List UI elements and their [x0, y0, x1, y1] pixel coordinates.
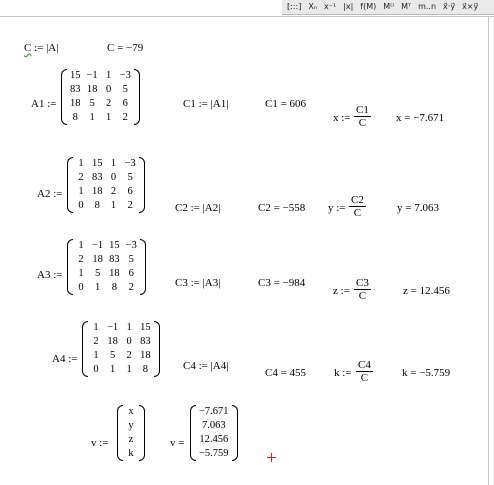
insertion-crosshair-cursor — [267, 453, 276, 462]
x-result[interactable]: x = −7.671 — [396, 112, 445, 124]
worksheet-edge — [0, 16, 494, 17]
vector-v-result[interactable] — [190, 405, 238, 461]
matrix-cell[interactable]: 2 — [127, 200, 133, 211]
c1-definition[interactable]: C1 := |A1| — [183, 98, 229, 110]
v-evaluation-label[interactable]: v = — [170, 437, 185, 449]
matrix-row — [88, 335, 154, 349]
matrix-cell[interactable]: 5 — [109, 350, 116, 361]
matrix-cell[interactable]: 83 — [92, 172, 103, 183]
matrix-row — [196, 433, 232, 447]
matrix-cell[interactable]: 18 — [92, 254, 103, 265]
matrix-cell[interactable]: 1 — [106, 70, 112, 81]
fraction-denominator: C — [358, 290, 367, 302]
matrix-cell[interactable]: 0 — [78, 200, 84, 211]
matrix-cell[interactable]: 83 — [109, 254, 120, 265]
c-definition[interactable] — [24, 42, 58, 54]
matrix-a2[interactable] — [67, 157, 145, 213]
fraction-denominator: C — [353, 207, 362, 219]
matrix-cell[interactable]: 18 — [140, 350, 151, 361]
matrix-toolbar — [282, 0, 494, 15]
matrix-row — [196, 419, 232, 433]
matrix-cell[interactable]: 15 — [140, 322, 151, 333]
matrix-row — [73, 171, 139, 185]
matrix-a1[interactable] — [61, 69, 140, 125]
transpose-button[interactable]: Mᵀ — [401, 2, 412, 11]
fraction-denominator: C — [358, 117, 367, 129]
y-fraction[interactable] — [349, 194, 366, 219]
matrix-cell[interactable]: 18 — [86, 84, 98, 95]
a1-label[interactable]: A1 := — [31, 98, 57, 110]
z-fraction[interactable] — [354, 277, 371, 302]
matrix-row — [123, 405, 139, 419]
matrix-cell[interactable]: 6 — [128, 268, 134, 279]
matrix-cell[interactable]: 2 — [122, 112, 128, 123]
matrix-row — [67, 69, 134, 83]
matrix-row — [73, 185, 139, 199]
assign-operator: := — [34, 42, 44, 54]
math-toolbar — [0, 0, 494, 16]
matrix-cell[interactable]: 15 — [92, 158, 103, 169]
matrix-cell[interactable]: 5 — [94, 268, 101, 279]
matrix-cell[interactable]: 5 — [128, 254, 134, 265]
matrix-cell[interactable]: x — [128, 406, 134, 417]
matrix-cell[interactable]: −7.671 — [199, 406, 229, 417]
matrix-cell[interactable]: 0 — [106, 84, 112, 95]
matrix-row — [67, 97, 134, 111]
vector-v-definition[interactable] — [117, 405, 145, 461]
matrix-row — [73, 267, 140, 281]
matrix-cell[interactable]: 1 — [106, 112, 112, 123]
range-button[interactable]: m..n — [418, 2, 437, 11]
matrix-cell[interactable]: k — [128, 448, 134, 459]
a2-label[interactable]: A2 := — [37, 188, 63, 200]
column-button[interactable]: M⁽⁾ — [383, 2, 395, 11]
matrix-cell[interactable]: 18 — [109, 268, 120, 279]
matrix-cell[interactable]: 2 — [93, 336, 99, 347]
matrix-cell[interactable]: 0 — [78, 282, 84, 293]
c-variable: C — [24, 42, 32, 54]
matrix-row — [88, 363, 154, 377]
matrix-cell[interactable]: −3 — [124, 158, 136, 169]
c3-definition[interactable]: C3 := |A3| — [175, 277, 221, 289]
fraction-numerator: C4 — [358, 359, 371, 371]
c4-definition[interactable]: C4 := |A4| — [183, 360, 229, 372]
matrix-cell[interactable]: 0 — [93, 364, 99, 375]
c-evaluation[interactable]: C = −79 — [107, 42, 144, 54]
vectorize-button[interactable]: f(M) — [360, 2, 377, 11]
matrix-insert-button[interactable]: [:::] — [287, 2, 302, 11]
matrix-cell[interactable]: −1 — [92, 240, 104, 251]
matrix-cell[interactable]: 8 — [94, 200, 100, 211]
matrix-cell[interactable]: 1 — [109, 364, 116, 375]
matrix-cell[interactable]: z — [128, 434, 134, 445]
matrix-cell[interactable]: 2 — [78, 254, 84, 265]
matrix-cell[interactable]: 6 — [122, 98, 128, 109]
matrix-row — [73, 157, 139, 171]
z-result[interactable]: z = 12.456 — [403, 285, 450, 297]
matrix-cell[interactable]: 18 — [107, 336, 118, 347]
matrix-row — [73, 281, 140, 295]
c1-evaluation[interactable]: C1 = 606 — [265, 98, 307, 110]
matrix-row — [88, 321, 154, 335]
matrix-cell[interactable]: −5.759 — [199, 448, 229, 459]
matrix-cell[interactable]: 18 — [70, 98, 81, 109]
fraction-numerator: C2 — [351, 194, 364, 206]
matrix-cell[interactable]: 1 — [78, 186, 84, 197]
fraction-numerator: C1 — [356, 104, 369, 116]
page-margin-line — [488, 16, 489, 485]
k-fraction[interactable] — [356, 359, 373, 384]
fraction-denominator: C — [360, 372, 369, 384]
matrix-cell[interactable]: −3 — [125, 240, 137, 251]
matrix-cell[interactable]: 1 — [78, 158, 84, 169]
matrix-cell[interactable]: 18 — [92, 186, 103, 197]
matrix-cell[interactable]: 1 — [89, 112, 95, 123]
cross-product-button[interactable]: x⃗×y⃗ — [462, 2, 479, 11]
dot-product-button[interactable]: x⃗·y⃗ — [443, 2, 456, 11]
fraction-numerator: C3 — [356, 277, 369, 289]
x-definition[interactable]: x := — [333, 112, 351, 124]
x-fraction[interactable] — [354, 104, 371, 129]
matrix-cell[interactable]: 1 — [93, 322, 99, 333]
c3-evaluation[interactable]: C3 = −984 — [258, 277, 306, 289]
matrix-row — [73, 239, 140, 253]
matrix-row — [67, 111, 134, 125]
matrix-row — [123, 433, 139, 447]
z-definition[interactable]: z := — [333, 285, 350, 297]
matrix-cell[interactable]: 0 — [126, 336, 132, 347]
matrix-cell[interactable]: 0 — [110, 172, 117, 183]
matrix-cell[interactable]: 2 — [110, 186, 117, 197]
k-definition[interactable]: k := — [334, 367, 352, 379]
matrix-row — [73, 253, 140, 267]
matrix-cell[interactable]: 2 — [128, 282, 134, 293]
matrix-cell[interactable]: −1 — [107, 322, 119, 333]
matrix-cell[interactable]: 5 — [89, 98, 95, 109]
matrix-cell[interactable]: 83 — [140, 336, 151, 347]
matrix-cell[interactable]: y — [128, 420, 134, 431]
subscript-button[interactable]: Xₙ — [308, 2, 317, 11]
matrix-a3[interactable] — [67, 239, 146, 295]
matrix-cell[interactable]: 1 — [93, 350, 99, 361]
matrix-row — [196, 447, 232, 461]
c2-evaluation[interactable]: C2 = −558 — [258, 202, 306, 214]
matrix-cell[interactable]: 5 — [127, 172, 133, 183]
matrix-cell[interactable]: 1 — [78, 268, 84, 279]
matrix-cell[interactable]: 12.456 — [199, 434, 229, 445]
matrix-cell[interactable]: 2 — [106, 98, 112, 109]
matrix-cell[interactable]: 5 — [122, 84, 128, 95]
a3-label[interactable]: A3 := — [37, 269, 63, 281]
c4-evaluation[interactable]: C4 = 455 — [265, 367, 307, 379]
matrix-a4[interactable] — [82, 321, 160, 377]
matrix-cell[interactable]: 1 — [110, 158, 117, 169]
matrix-cell[interactable]: 1 — [78, 240, 84, 251]
matrix-row — [88, 349, 154, 363]
matrix-cell[interactable]: 6 — [127, 186, 133, 197]
c2-definition[interactable]: C2 := |A2| — [175, 202, 221, 214]
matrix-cell[interactable]: 15 — [70, 70, 81, 81]
determinant-button[interactable]: |x| — [343, 2, 354, 11]
a4-label[interactable]: A4 := — [52, 353, 78, 365]
matrix-row — [123, 419, 139, 433]
y-result[interactable]: y = 7.063 — [397, 202, 439, 214]
y-definition[interactable]: y := — [328, 202, 346, 214]
matrix-cell[interactable]: 7.063 — [201, 420, 226, 431]
inverse-button[interactable]: x⁻¹ — [324, 2, 337, 11]
matrix-cell[interactable]: 8 — [142, 364, 149, 375]
v-definition-label[interactable]: v := — [91, 437, 109, 449]
matrix-row — [196, 405, 232, 419]
matrix-row — [73, 199, 139, 213]
matrix-cell[interactable]: 1 — [126, 322, 132, 333]
matrix-cell[interactable]: 8 — [111, 282, 118, 293]
matrix-row — [67, 83, 134, 97]
matrix-cell[interactable]: 8 — [72, 112, 78, 123]
matrix-cell[interactable]: 2 — [126, 350, 132, 361]
matrix-cell[interactable]: 1 — [110, 200, 117, 211]
matrix-cell[interactable]: −1 — [86, 70, 98, 81]
matrix-cell[interactable]: 1 — [126, 364, 132, 375]
matrix-row — [123, 447, 139, 461]
matrix-cell[interactable]: −3 — [119, 70, 131, 81]
matrix-cell[interactable]: 2 — [78, 172, 84, 183]
matrix-cell[interactable]: 1 — [94, 282, 101, 293]
k-result[interactable]: k = −5.759 — [402, 367, 451, 379]
matrix-cell[interactable]: 83 — [70, 84, 81, 95]
matrix-cell[interactable]: 15 — [109, 240, 120, 251]
c-expression: |A| — [46, 42, 59, 54]
